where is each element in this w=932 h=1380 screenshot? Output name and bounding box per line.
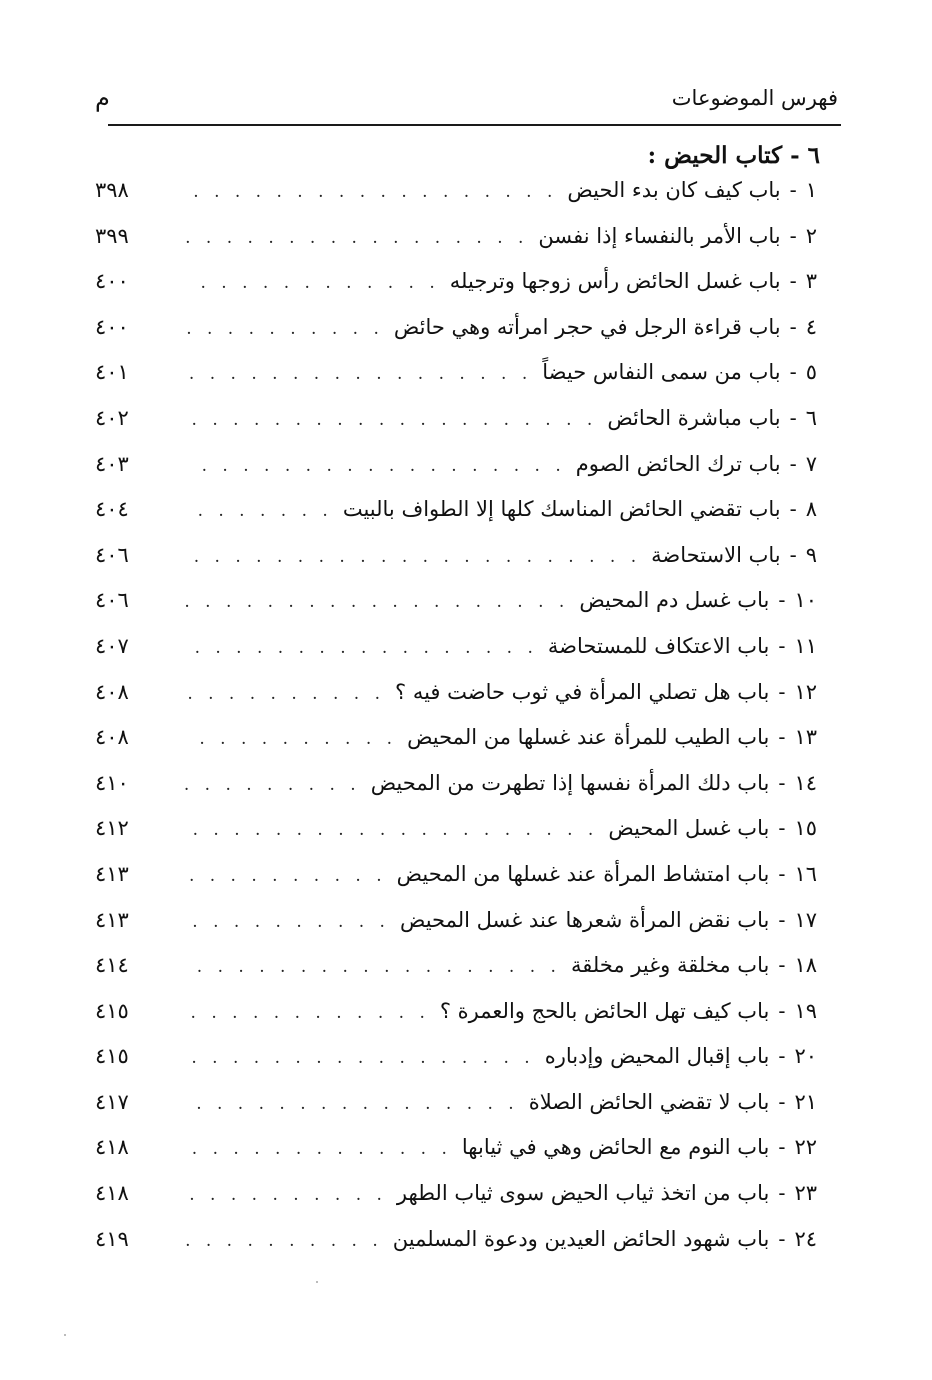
toc-entry-page: ٤٠٦: [95, 542, 129, 567]
toc-entry-dash: -: [789, 223, 797, 248]
chapter-number: ٦: [807, 142, 820, 169]
toc-entry: [95, 269, 817, 315]
toc-entry-number: ٢٣: [794, 1181, 817, 1206]
toc-entry-page: ٣٩٨: [95, 178, 129, 202]
toc-dot-leader: [185, 1003, 430, 1023]
toc-entry-dash: -: [778, 816, 786, 841]
toc-entry-title: باب من سمى النفاس حيضاً: [542, 360, 781, 385]
toc-entry-number: ٢٤: [794, 1226, 817, 1251]
toc-entry-dash: -: [778, 861, 786, 886]
toc-entry-title: باب غسل الحائض رأس زوجها وترجيله: [449, 269, 781, 294]
toc-entry-number: ١٢: [794, 679, 817, 704]
toc-entry-title: باب الاستحاضة: [651, 542, 781, 567]
toc-entry: [95, 1227, 817, 1273]
toc-entry-dash: -: [789, 542, 797, 567]
toc-entry: [95, 1044, 817, 1090]
toc-entry: [95, 1090, 817, 1136]
toc-entry-title: باب تقضي الحائض المناسك كلها إلا الطواف بالبيت: [342, 497, 781, 522]
toc-dot-leader: [185, 1139, 452, 1159]
toc-entry-page: ٤١٢: [95, 816, 129, 841]
toc-entry: [95, 406, 817, 452]
toc-entry-title: باب هل تصلي المرأة في ثوب حاضت فيه ؟: [395, 679, 770, 704]
toc-entry-number: ٧: [805, 451, 817, 476]
toc-entry-number: ٤: [805, 314, 817, 339]
toc-entry-page: ٤٠٠: [95, 314, 129, 339]
toc-dot-leader: [185, 866, 387, 886]
toc-entry-number: ٢٠: [794, 1044, 817, 1069]
toc-dot-leader: [185, 1185, 387, 1205]
toc-dot-leader: [185, 501, 333, 521]
toc-entry-page: ٤٠٤: [95, 497, 129, 522]
toc-entry-dash: -: [789, 360, 797, 385]
toc-dot-leader: [185, 820, 598, 840]
toc-entry-page: ٤١٨: [95, 1135, 129, 1160]
toc-entry: [95, 634, 817, 680]
toc-dot-leader: [185, 912, 390, 932]
toc-entry-page: ٣٩٩: [95, 223, 129, 248]
chapter-heading: [648, 142, 820, 169]
toc-dot-leader: [185, 547, 641, 567]
toc-entry-title: باب الاعتكاف للمستحاضة: [547, 633, 770, 658]
toc-entry-page: ٤٠١: [95, 360, 129, 385]
toc-dot-leader: [185, 273, 440, 293]
toc-entry-number: ٢١: [794, 1089, 817, 1114]
toc-entry-title: باب من اتخذ ثياب الحيض سوى ثياب الطهر: [396, 1181, 770, 1206]
toc-entry-page: ٤١٥: [95, 998, 129, 1023]
toc-dot-leader: [185, 1094, 519, 1114]
toc-entry-page: ٤١٧: [95, 1089, 129, 1114]
toc-dot-leader: [185, 182, 557, 202]
toc-entry-number: ١٦: [794, 861, 817, 886]
toc-entry-dash: -: [778, 725, 786, 750]
page-number: م: [95, 84, 110, 112]
toc-dot-leader: [185, 456, 566, 476]
toc-entry-dash: -: [789, 178, 797, 202]
toc-entry: [95, 816, 817, 862]
running-header: [95, 86, 840, 120]
toc-entry-dash: -: [778, 1089, 786, 1114]
toc-dot-leader: [185, 1231, 383, 1251]
toc-entry-page: ٤١٣: [95, 907, 129, 932]
toc-entry: [95, 452, 817, 498]
toc-entry-dash: -: [778, 770, 786, 795]
toc-entry-dash: -: [778, 1135, 786, 1160]
toc-dot-leader: [185, 1048, 535, 1068]
toc-entry: [95, 178, 817, 224]
toc-entry-page: ٤٠٧: [95, 633, 129, 658]
toc-entry-page: ٤٠٨: [95, 725, 129, 750]
toc-entry-page: ٤١٣: [95, 861, 129, 886]
toc-entry-title: باب كيف تهل الحائض بالحج والعمرة ؟: [439, 998, 770, 1023]
toc-entry-dash: -: [778, 1181, 786, 1206]
scan-speck: [64, 1334, 66, 1336]
toc-entry-title: باب إقبال المحيض وإدباره: [544, 1044, 770, 1069]
toc-entry-dash: -: [778, 679, 786, 704]
toc-entry-dash: -: [778, 953, 786, 978]
toc-entry-dash: -: [778, 1044, 786, 1069]
toc-entry-title: باب الأمر بالنفساء إذا نفسن: [538, 223, 781, 248]
toc-entry-dash: -: [789, 314, 797, 339]
toc-entry-number: ١: [805, 178, 817, 202]
toc-entry-title: باب قراءة الرجل في حجر امرأته وهي حائض: [393, 314, 781, 339]
toc-dot-leader: [185, 775, 361, 795]
toc-entry-page: ٤٠٣: [95, 451, 129, 476]
toc-list: [95, 178, 817, 1272]
toc-entry-title: باب مباشرة الحائض: [607, 405, 781, 430]
toc-entry-title: باب غسل المحيض: [608, 816, 770, 841]
toc-entry-page: ٤٠٢: [95, 405, 129, 430]
chapter-title: كتاب الحيض :: [647, 142, 783, 169]
toc-entry-page: ٤٠٦: [95, 588, 129, 613]
toc-entry-title: باب الطيب للمرأة عند غسلها من المحيض: [407, 725, 770, 750]
toc-entry-number: ١٧: [794, 907, 817, 932]
toc-entry-page: ٤٠٨: [95, 679, 129, 704]
toc-entry-number: ١٣: [794, 725, 817, 750]
toc-dot-leader: [185, 410, 597, 430]
toc-entry-page: ٤١٠: [95, 770, 129, 795]
toc-entry-title: باب كيف كان بدء الحيض: [567, 178, 781, 202]
toc-entry-title: باب لا تقضي الحائض الصلاة: [528, 1089, 770, 1114]
toc-entry-title: باب نقض المرأة شعرها عند غسل المحيض: [399, 907, 770, 932]
toc-entry-page: ٤٠٠: [95, 269, 129, 294]
toc-dot-leader: [185, 957, 561, 977]
toc-entry-dash: -: [778, 998, 786, 1023]
running-title: فهرس الموضوعات: [671, 86, 838, 110]
toc-entry-number: ١٥: [794, 816, 817, 841]
toc-entry-dash: -: [789, 269, 797, 294]
toc-entry-dash: -: [778, 1226, 786, 1251]
toc-dot-leader: [185, 638, 538, 658]
toc-entry-number: ١٠: [794, 588, 817, 613]
toc-dot-leader: [185, 319, 384, 339]
toc-entry-number: ١٨: [794, 953, 817, 978]
toc-entry: [95, 497, 817, 543]
toc-entry-title: باب مخلقة وغير مخلقة: [570, 953, 770, 978]
scan-speck: [316, 1281, 318, 1283]
toc-entry-dash: -: [778, 633, 786, 658]
toc-entry-number: ٨: [805, 497, 817, 522]
toc-entry: [95, 771, 817, 817]
toc-entry-dash: -: [789, 405, 797, 430]
toc-entry-page: ٤١٩: [95, 1226, 129, 1251]
toc-entry-number: ٣: [805, 269, 817, 294]
toc-entry-page: ٤١٥: [95, 1044, 129, 1069]
header-rule: [108, 124, 841, 126]
toc-entry: [95, 999, 817, 1045]
toc-entry-page: ٤١٤: [95, 953, 129, 978]
toc-entry-title: باب غسل دم المحيض: [579, 588, 770, 613]
toc-entry-title: باب ترك الحائض الصوم: [575, 451, 781, 476]
toc-entry-page: ٤١٨: [95, 1181, 129, 1206]
toc-entry: [95, 315, 817, 361]
toc-entry: [95, 360, 817, 406]
toc-dot-leader: [185, 228, 528, 248]
toc-entry: [95, 908, 817, 954]
toc-entry: [95, 862, 817, 908]
toc-dot-leader: [185, 592, 569, 612]
toc-entry-title: باب شهود الحائض العيدين ودعوة المسلمين: [392, 1226, 770, 1251]
toc-entry: [95, 725, 817, 771]
toc-entry-dash: -: [778, 588, 786, 613]
toc-entry-number: ٥: [805, 360, 817, 385]
toc-entry-number: ١١: [794, 633, 817, 658]
toc-entry: [95, 543, 817, 589]
toc-entry-number: ٢٢: [794, 1135, 817, 1160]
toc-dot-leader: [185, 729, 397, 749]
toc-entry-number: ١٤: [794, 770, 817, 795]
chapter-separator: -: [782, 142, 800, 169]
toc-entry-dash: -: [778, 907, 786, 932]
toc-entry: [95, 1135, 817, 1181]
toc-entry: [95, 1181, 817, 1227]
toc-entry-number: ٩: [805, 542, 817, 567]
toc-entry-title: باب النوم مع الحائض وهي في ثيابها: [461, 1135, 770, 1160]
toc-entry: [95, 680, 817, 726]
toc-entry-dash: -: [789, 451, 797, 476]
toc-entry-number: ١٩: [794, 998, 817, 1023]
toc-entry: [95, 224, 817, 270]
toc-entry-title: باب امتشاط المرأة عند غسلها من المحيض: [396, 861, 770, 886]
toc-entry-number: ٢: [805, 223, 817, 248]
toc-entry: [95, 953, 817, 999]
toc-entry-dash: -: [789, 497, 797, 522]
toc-dot-leader: [185, 364, 532, 384]
toc-dot-leader: [185, 684, 385, 704]
toc-entry-title: باب دلك المرأة نفسها إذا تطهرت من المحيض: [370, 770, 770, 795]
toc-entry-number: ٦: [805, 405, 817, 430]
toc-entry: [95, 588, 817, 634]
